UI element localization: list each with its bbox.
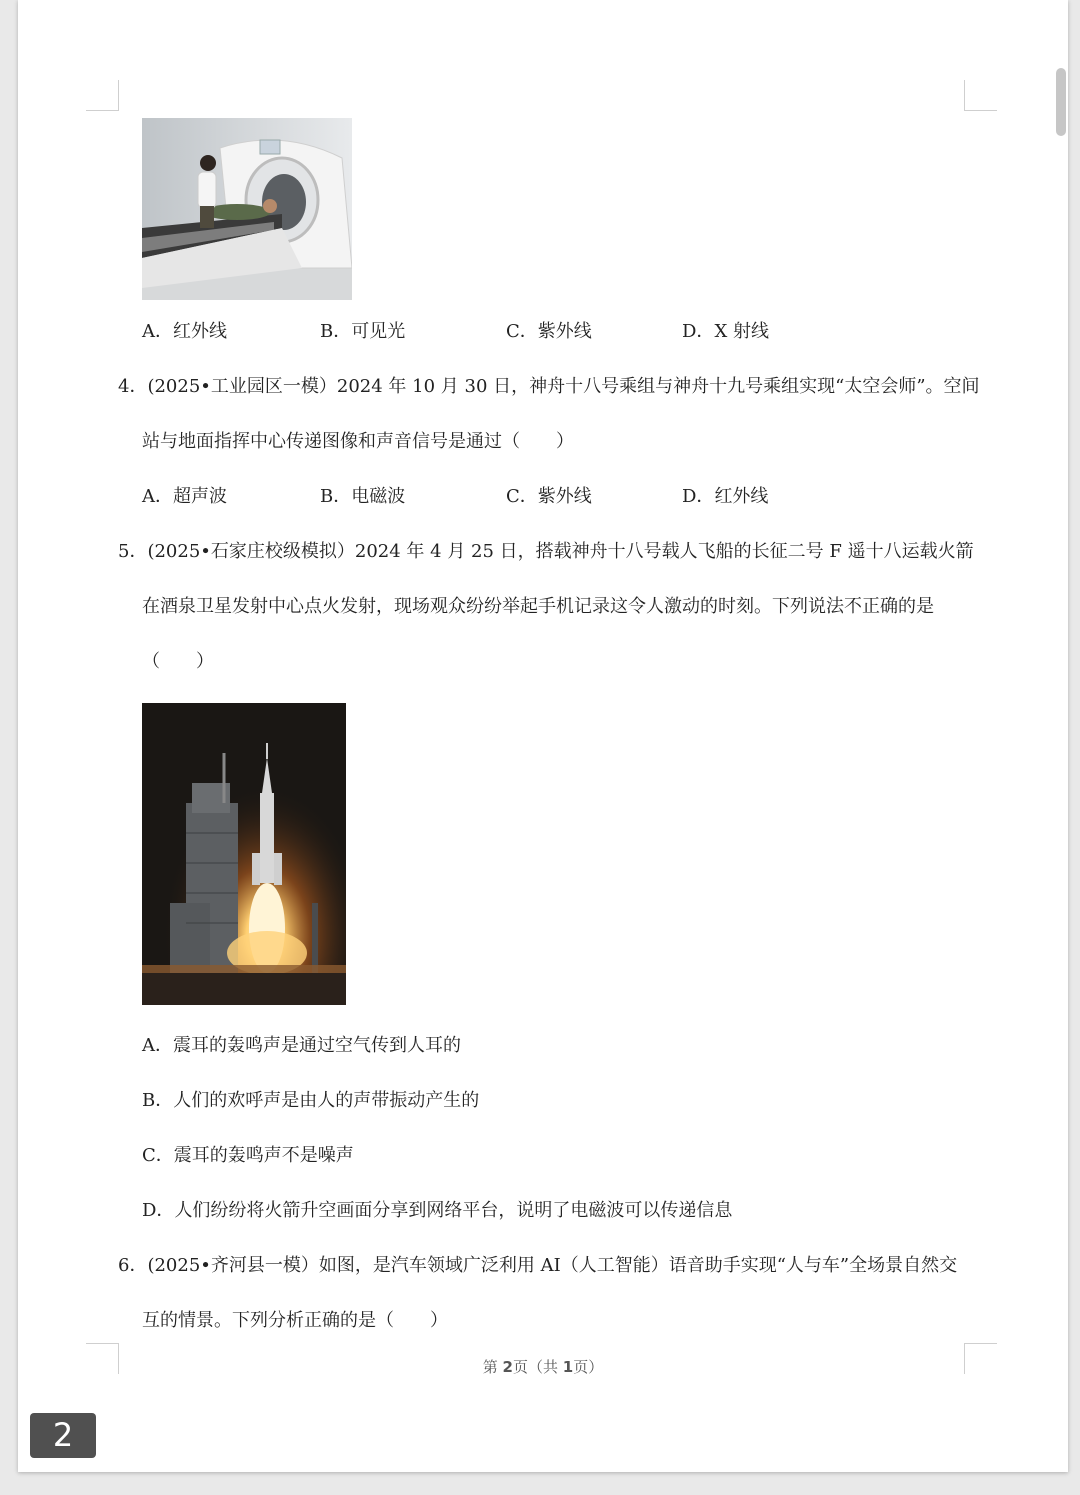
q3-option-a — [142, 320, 227, 344]
option-text: 超声波 — [173, 486, 227, 507]
option-text: 人们纷纷将火箭升空画面分享到网络平台，说明了电磁波可以传递信息 — [174, 1200, 733, 1221]
option-letter: D． — [682, 321, 715, 342]
option-letter: A． — [142, 486, 173, 507]
q3-option-c — [506, 320, 592, 344]
question-4-stem-line-2: 站与地面指挥中心传递图像和声音信号是通过（ ） — [142, 431, 574, 452]
page-footer — [18, 1356, 1068, 1377]
option-letter: B． — [142, 1090, 174, 1111]
q3-option-b — [320, 320, 405, 344]
option-text: X 射线 — [714, 321, 769, 342]
document-page — [18, 0, 1068, 1472]
option-text: 震耳的轰鸣声不是噪声 — [173, 1145, 354, 1166]
option-text: 红外线 — [173, 321, 227, 342]
option-letter: C． — [142, 1145, 174, 1166]
q5-option-a — [142, 1034, 461, 1058]
q5-option-d — [142, 1199, 732, 1223]
question-5-stem-line-1: 5．(2025•石家庄校级模拟）2024 年 4 月 25 日，搭载神舟十八号载人飞船的长征二号 F 遥十八运载火箭 — [118, 541, 974, 562]
q3-option-d — [682, 320, 769, 344]
crop-mark-top-right — [964, 80, 997, 111]
question-5-stem-line-3: （ ） — [142, 651, 214, 672]
vertical-scrollbar-thumb[interactable] — [1056, 68, 1066, 136]
option-letter: D． — [142, 1200, 175, 1221]
q4-option-d — [682, 485, 768, 509]
crop-mark-top-left — [86, 80, 119, 111]
option-text: 紫外线 — [537, 321, 592, 342]
option-text: 红外线 — [714, 486, 769, 507]
option-text: 可见光 — [351, 321, 406, 342]
option-letter: B． — [320, 486, 352, 507]
option-letter: A． — [142, 321, 173, 342]
q5-option-b — [142, 1089, 479, 1113]
question-6-stem-line-1: 6．(2025•齐河县一模）如图，是汽车领域广泛利用 AI（人工智能）语音助手实现“人与车”全场景自然交 — [118, 1255, 958, 1276]
option-text: 电磁波 — [351, 486, 406, 507]
q5-option-c — [142, 1144, 354, 1168]
option-text: 紫外线 — [537, 486, 592, 507]
rocket-launch-image — [142, 703, 346, 1005]
footer-middle: 页（共 — [512, 1358, 563, 1376]
q4-option-b — [320, 485, 405, 509]
option-letter: A． — [142, 1035, 173, 1056]
question-6-stem-line-2: 互的情景。下列分析正确的是（ ） — [142, 1310, 448, 1331]
option-letter: C． — [506, 486, 538, 507]
q4-option-a — [142, 485, 227, 509]
option-text: 人们的欢呼声是由人的声带振动产生的 — [173, 1090, 480, 1111]
question-4-stem-line-1: 4．(2025•工业园区一模）2024 年 10 月 30 日，神舟十八号乘组与神舟十九号乘组实现“太空会师”。空间 — [118, 376, 980, 397]
question-5-stem-line-2: 在酒泉卫星发射中心点火发射，现场观众纷纷举起手机记录这令人激动的时刻。下列说法不正确的是 — [142, 596, 934, 617]
ct-scanner-image — [142, 118, 352, 300]
page-number-badge: 2 — [30, 1413, 96, 1458]
footer-suffix: 页） — [573, 1358, 604, 1376]
option-letter: C． — [506, 321, 538, 342]
footer-total-pages: 1 — [562, 1358, 574, 1376]
q4-option-c — [506, 485, 592, 509]
option-letter: B． — [320, 321, 352, 342]
option-text: 震耳的轰鸣声是通过空气传到人耳的 — [173, 1035, 461, 1056]
footer-prefix: 第 — [482, 1358, 503, 1376]
option-letter: D． — [682, 486, 715, 507]
footer-page-number: 2 — [502, 1358, 513, 1376]
